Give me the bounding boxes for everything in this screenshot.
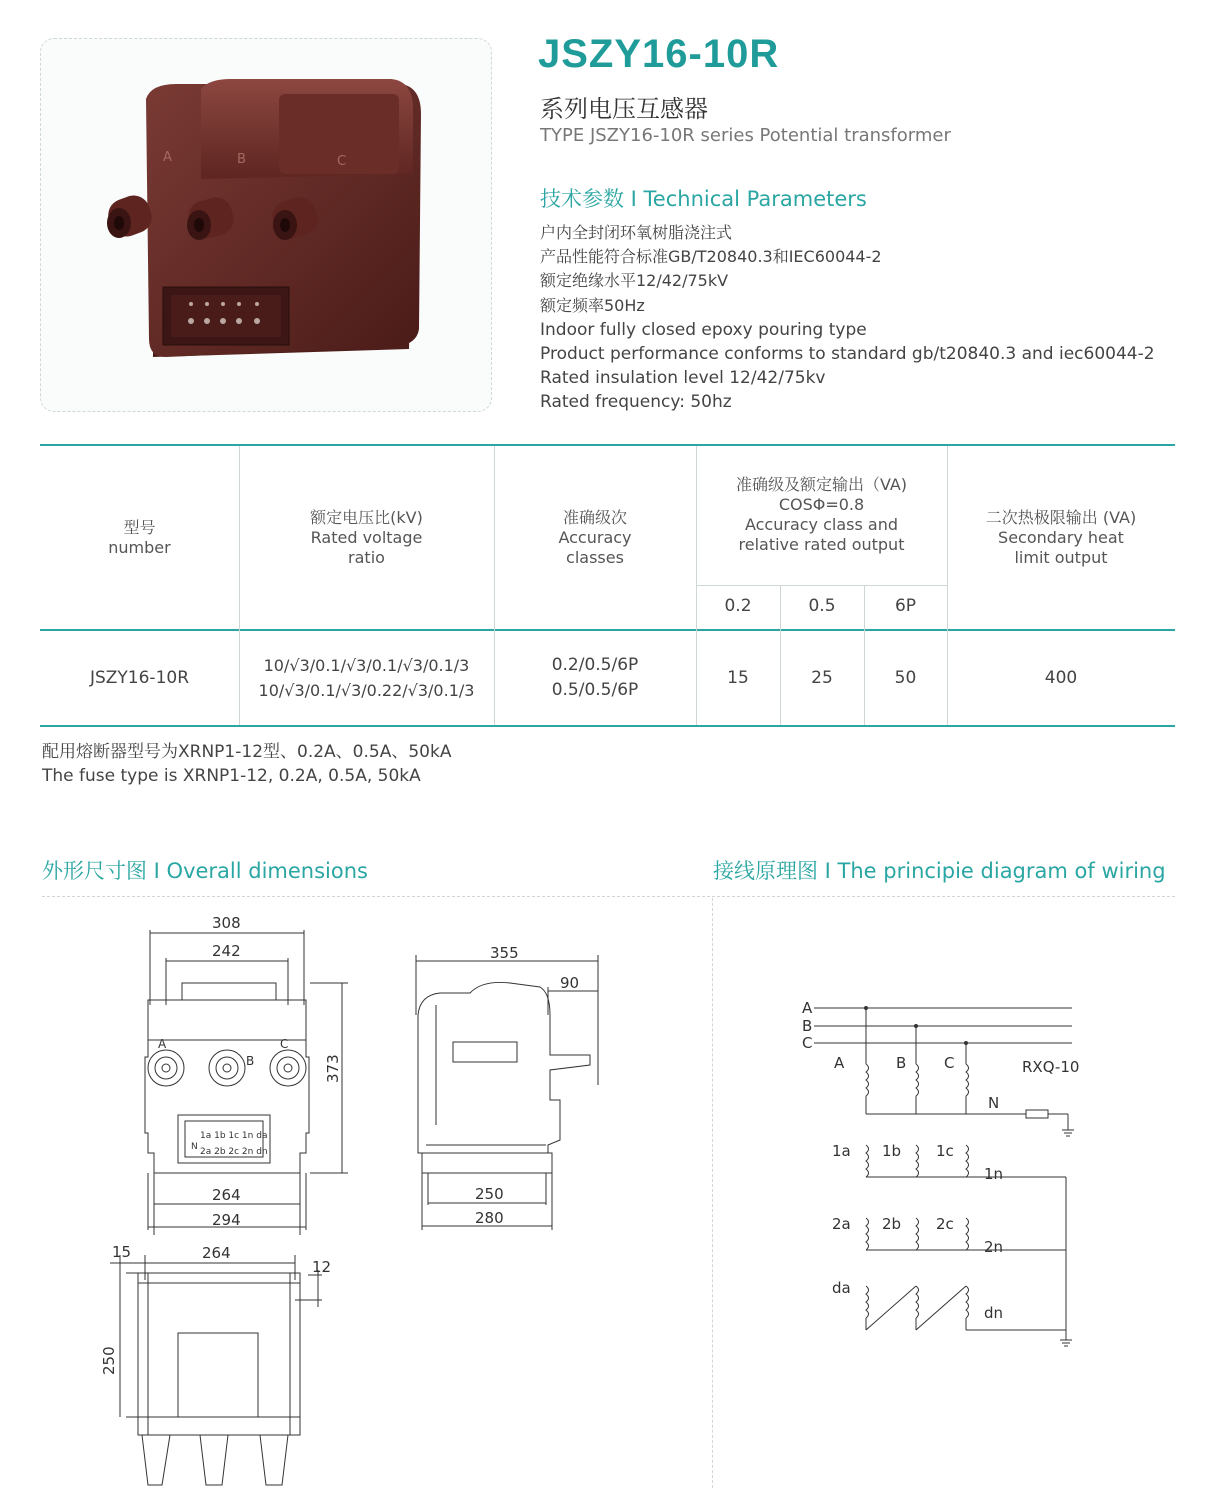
dim-phase-c: C	[280, 1037, 289, 1051]
primary-c: C	[944, 1054, 955, 1072]
row-out-6p: 50	[894, 668, 917, 688]
header-sub-05: 0.5	[808, 596, 836, 616]
dim-side-90: 90	[560, 974, 580, 992]
dim-front-373: 373	[324, 1054, 342, 1083]
header-sub-02: 0.2	[724, 596, 752, 616]
dim-bottom-15: 15	[112, 1243, 132, 1261]
section-divider	[42, 896, 1175, 897]
dim-front-264: 264	[212, 1186, 241, 1204]
terminals-bottom: 2a 2b 2c 2n dn	[200, 1147, 268, 1157]
header-sub-6p: 6P	[894, 596, 917, 616]
param-en-1: Indoor fully closed epoxy pouring type	[540, 320, 867, 340]
header-model: 型号 number	[108, 518, 171, 557]
bus-b: B	[802, 1017, 813, 1035]
product-photo-frame	[40, 38, 492, 412]
row-ratio: 10/√3/0.1/√3/0.1/√3/0.1/3 10/√3/0.1/√3/0.22/√3/0.1/3	[258, 656, 475, 700]
sec-2a: 2a	[832, 1215, 851, 1233]
photo-phase-b: B	[237, 152, 246, 167]
param-en-4: Rated frequency: 50hz	[540, 392, 732, 412]
sec-2n: 2n	[984, 1238, 1004, 1256]
param-cn-2: 产品性能符合标准GB/T20840.3和IEC60044-2	[540, 247, 882, 266]
spec-table	[40, 444, 1175, 728]
primary-b: B	[896, 1054, 907, 1072]
fuse-label: RXQ-10	[1022, 1058, 1080, 1076]
sec-2c: 2c	[936, 1215, 954, 1233]
neutral-n: N	[988, 1094, 1000, 1112]
delta-dn: dn	[984, 1304, 1004, 1322]
terminal-n: N	[191, 1142, 198, 1152]
terminals-top: 1a 1b 1c 1n da	[200, 1131, 268, 1141]
param-cn-4: 额定频率50Hz	[540, 296, 645, 315]
param-cn-3: 额定绝缘水平12/42/75kV	[540, 271, 729, 290]
bus-a: A	[802, 999, 813, 1017]
header-ratio: 额定电压比(kV) Rated voltage ratio	[310, 508, 423, 567]
dim-phase-a: A	[158, 1037, 167, 1051]
fuse-note-cn: 配用熔断器型号为XRNP1-12型、0.2A、0.5A、50kA	[42, 742, 452, 762]
bus-c: C	[802, 1034, 813, 1052]
type-line: TYPE JSZY16-10R series Potential transformer	[540, 125, 951, 146]
photo-phase-c: C	[337, 154, 347, 169]
dim-bottom-250: 250	[100, 1346, 118, 1375]
sec-1c: 1c	[936, 1142, 954, 1160]
row-out-02: 15	[727, 668, 749, 688]
header-output: 准确级及额定输出（VA) COSΦ=0.8 Accuracy class and relative rated output	[735, 475, 908, 554]
param-en-3: Rated insulation level 12/42/75kv	[540, 368, 826, 388]
model-title: JSZY16-10R	[538, 32, 780, 76]
wiring-heading: 接线原理图 I The principie diagram of wiring	[713, 859, 1166, 883]
subtitle-cn: 系列电压互感器	[540, 95, 708, 123]
dim-front-242: 242	[212, 942, 241, 960]
dimensions-heading: 外形尺寸图 I Overall dimensions	[42, 859, 368, 883]
column-divider	[712, 898, 713, 1488]
param-cn-1: 户内全封闭环氧树脂浇注式	[540, 223, 733, 242]
sec-1n: 1n	[984, 1165, 1004, 1183]
sec-1a: 1a	[832, 1142, 851, 1160]
photo-phase-a: A	[163, 150, 172, 165]
dim-front-308: 308	[212, 914, 241, 932]
param-en-2: Product performance conforms to standard gb/t20840.3 and iec60044-2	[540, 344, 1155, 364]
tech-params-heading: 技术参数 I Technical Parameters	[540, 187, 867, 211]
sec-2b: 2b	[882, 1215, 902, 1233]
dim-side-355: 355	[490, 944, 519, 962]
delta-da: da	[832, 1279, 851, 1297]
row-model: JSZY16-10R	[89, 668, 190, 688]
wiring-diagram	[790, 990, 1110, 1360]
transformer-photo	[41, 39, 491, 411]
dim-side-250: 250	[475, 1185, 504, 1203]
row-accuracy: 0.2/0.5/6P 0.5/0.5/6P	[551, 655, 639, 700]
dim-bottom-264: 264	[202, 1244, 231, 1262]
dim-side-280: 280	[475, 1209, 504, 1227]
fuse-note-en: The fuse type is XRNP1-12, 0.2A, 0.5A, 50kA	[42, 766, 421, 786]
row-thermal: 400	[1044, 668, 1078, 688]
dim-front-294: 294	[212, 1211, 241, 1229]
dim-bottom-12: 12	[312, 1258, 332, 1276]
dimension-drawings	[90, 905, 630, 1495]
header-thermal: 二次热极限输出 (VA) Secondary heat limit output	[985, 508, 1137, 567]
dim-phase-b: B	[246, 1054, 255, 1068]
primary-a: A	[834, 1054, 845, 1072]
row-out-05: 25	[811, 668, 833, 688]
sec-1b: 1b	[882, 1142, 902, 1160]
header-accuracy: 准确级次 Accuracy classes	[558, 508, 632, 567]
